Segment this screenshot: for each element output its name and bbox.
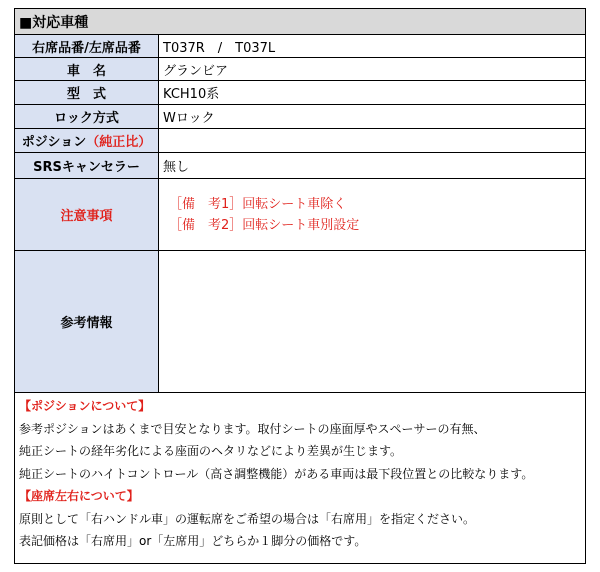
row-reference: [15, 251, 585, 393]
section-title: ■対応車種: [15, 9, 585, 35]
row-model: [15, 81, 585, 105]
notes-side-heading: 【座席左右について】: [19, 489, 139, 503]
row-srs: [15, 153, 585, 179]
label-lock-type: ロック方式: [15, 105, 159, 128]
row-lock-type: [15, 105, 585, 129]
notes-section: [15, 393, 585, 563]
value-caution: [163, 179, 581, 250]
caution-line-1: ［備 考1］回転シート車除く: [169, 196, 347, 212]
row-position: [15, 129, 585, 153]
notes-position-heading: 【ポジションについて】: [19, 399, 151, 413]
label-position: [15, 129, 159, 152]
notes-position-line: 純正シートのハイトコントロール（高さ調整機能）がある車両は最下段位置との比較なります。: [19, 466, 534, 481]
notes-position-line: 純正シートの経年劣化による座面のヘタリなどにより差異が生じます。: [19, 444, 403, 458]
value-model: KCH10系: [163, 87, 220, 102]
row-part-number: [15, 35, 585, 58]
caution-line-2: ［備 考2］回転シート車別設定: [169, 217, 360, 233]
value-position: [163, 129, 581, 152]
label-part-number: 右席品番/左席品番: [15, 35, 159, 57]
row-caution: [15, 179, 585, 251]
label-reference: 参考情報: [15, 251, 159, 392]
label-caution: 注意事項: [15, 179, 159, 250]
value-srs: 無し: [163, 160, 190, 175]
value-car-name: グランビア: [163, 63, 229, 79]
compatibility-sheet: [14, 8, 586, 564]
value-part-number: T037R / T037L: [163, 40, 276, 56]
label-model: 型 式: [15, 81, 159, 104]
label-position-main: ポジション: [21, 135, 87, 150]
label-position-sub: （純正比）: [86, 135, 152, 150]
notes-side-line: 原則として「右ハンドル車」の運転席をご希望の場合は「右席用」を指定ください。: [19, 511, 476, 526]
label-car-name: 車 名: [15, 58, 159, 80]
notes-position-line: 参考ポジションはあくまで目安となります。取付シートの座面厚やスペーサーの有無、: [19, 421, 486, 436]
value-lock-type: Wロック: [163, 111, 215, 126]
row-car-name: [15, 58, 585, 81]
label-srs: SRSキャンセラー: [15, 153, 159, 178]
value-reference: [163, 251, 581, 392]
notes-side-line: 表記価格は「右席用」or「左席用」どちらか１脚分の価格です。: [19, 534, 367, 548]
